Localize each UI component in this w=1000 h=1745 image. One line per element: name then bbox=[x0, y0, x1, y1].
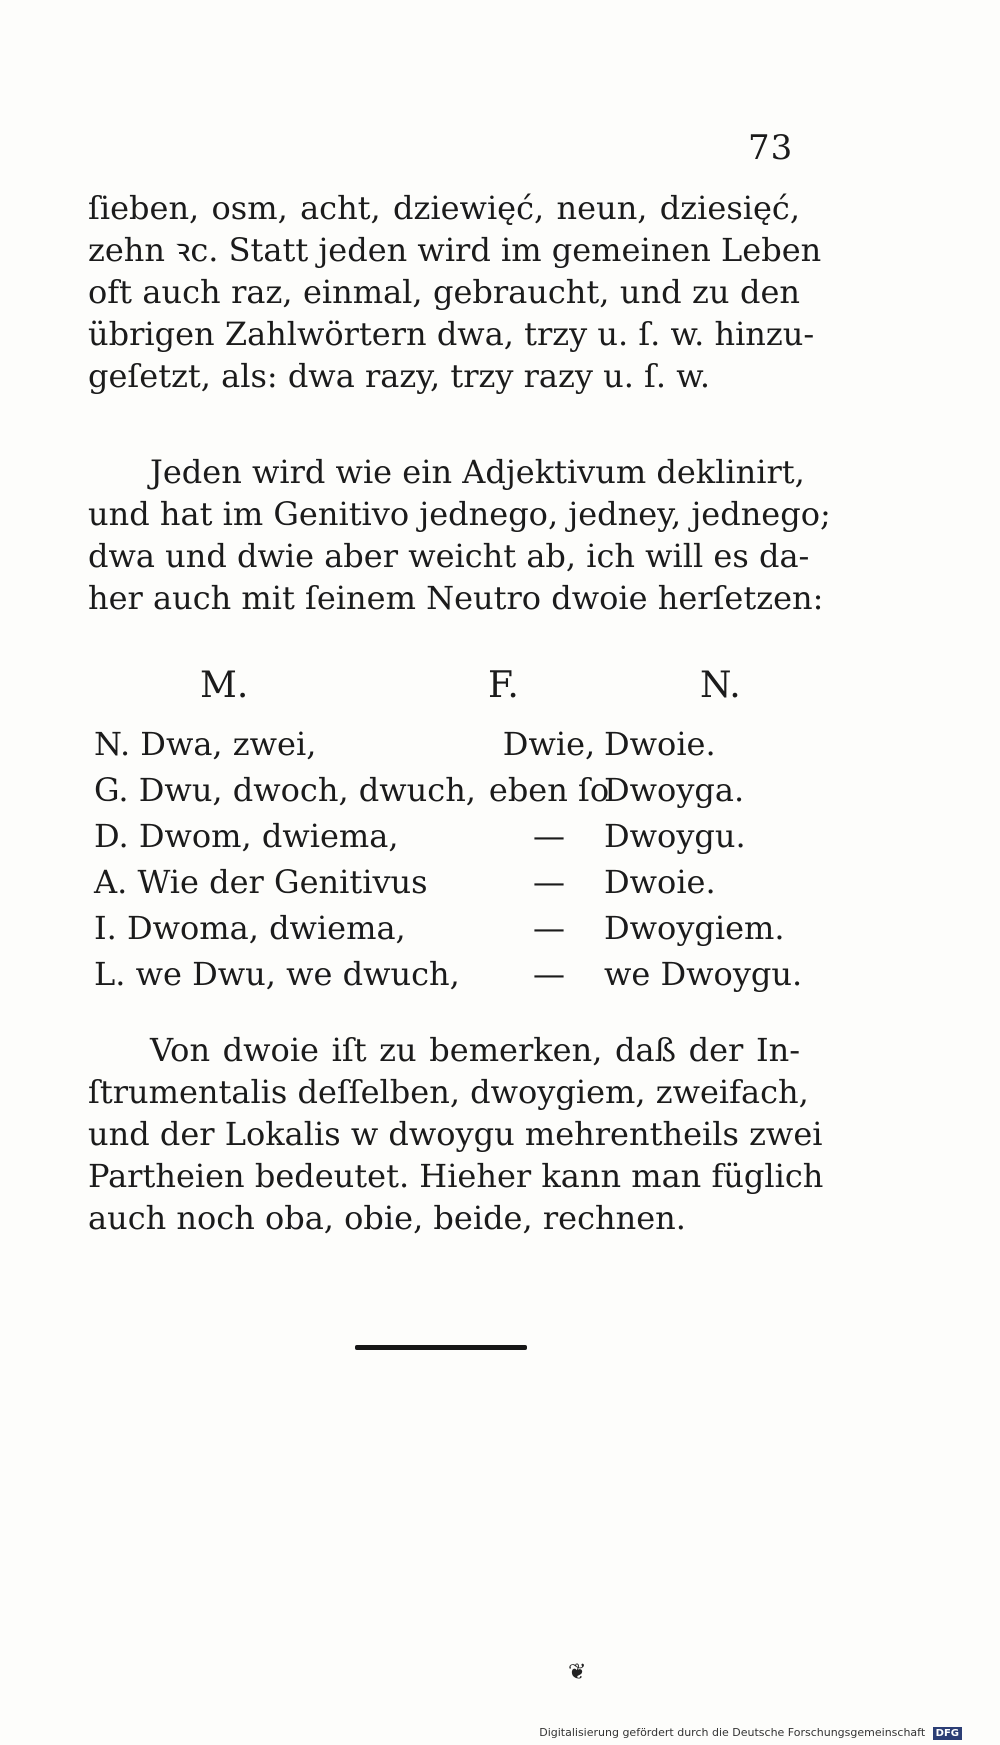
header-masculine: M. bbox=[200, 665, 249, 706]
cell-masculine: I. Dwoma, dwiema, bbox=[94, 909, 406, 947]
text-line: Von dwoie iſt zu bemerken, daß der In- bbox=[150, 1031, 800, 1069]
table-row bbox=[94, 768, 804, 812]
page-number: 73 bbox=[748, 128, 794, 168]
end-rule bbox=[355, 1345, 527, 1350]
dfg-logo: DFG bbox=[933, 1727, 962, 1740]
text-line: und der Lokalis w dwoygu mehrentheils zwei bbox=[88, 1115, 823, 1153]
credit-text: Digitalisierung gefördert durch die Deutsche Forschungsgemeinschaft bbox=[539, 1726, 926, 1739]
printer-ornament-icon: ❦ bbox=[568, 1660, 587, 1685]
text-line: und hat im Genitivo jednego, jedney, jednego; bbox=[88, 495, 831, 533]
text-line: her auch mit ſeinem Neutro dwoie herſetzen: bbox=[88, 579, 824, 617]
text-line: ſtrumentalis deſſelben, dwoygiem, zweifach, bbox=[88, 1073, 809, 1111]
cell-neuter: Dwoie. bbox=[604, 863, 716, 901]
table-row bbox=[94, 814, 804, 858]
text-line: ſieben, osm, acht, dziewięć, neun, dziesięć, bbox=[88, 189, 800, 227]
text-line: oft auch raz, einmal, gebraucht, und zu den bbox=[88, 273, 800, 311]
cell-neuter: Dwoygu. bbox=[604, 817, 746, 855]
cell-feminine: — bbox=[533, 955, 565, 993]
text-line: dwa und dwie aber weicht ab, ich will es da- bbox=[88, 537, 810, 575]
cell-feminine: — bbox=[533, 817, 565, 855]
cell-feminine: — bbox=[533, 863, 565, 901]
cell-feminine: Dwie, bbox=[502, 725, 596, 763]
cell-neuter: we Dwoygu. bbox=[604, 955, 803, 993]
text-line: übrigen Zahlwörtern dwa, trzy u. ſ. w. hinzu- bbox=[88, 315, 815, 353]
cell-neuter: Dwoyga. bbox=[604, 771, 745, 809]
cell-neuter: Dwoygiem. bbox=[604, 909, 785, 947]
cell-feminine: eben ſo bbox=[488, 771, 610, 809]
cell-neuter: Dwoie. bbox=[604, 725, 716, 763]
cell-masculine: D. Dwom, dwiema, bbox=[94, 817, 399, 855]
header-neuter: N. bbox=[700, 665, 741, 706]
header-feminine: F. bbox=[488, 665, 519, 706]
text-line: geſetzt, als: dwa razy, trzy razy u. ſ. w. bbox=[88, 357, 710, 395]
cell-masculine: G. Dwu, dwoch, dwuch, bbox=[94, 771, 476, 809]
table-row bbox=[94, 952, 804, 996]
cell-masculine: L. we Dwu, we dwuch, bbox=[94, 955, 460, 993]
text-line: Partheien bedeutet. Hieher kann man füglich bbox=[88, 1157, 824, 1195]
cell-feminine: — bbox=[533, 909, 565, 947]
cell-masculine: A. Wie der Genitivus bbox=[94, 863, 428, 901]
table-row bbox=[94, 722, 804, 766]
text-line: Jeden wird wie ein Adjektivum deklinirt, bbox=[150, 453, 805, 491]
cell-masculine: N. Dwa, zwei, bbox=[94, 725, 317, 763]
text-line: auch noch oba, obie, beide, rechnen. bbox=[88, 1199, 686, 1237]
table-row bbox=[94, 860, 804, 904]
table-row bbox=[94, 906, 804, 950]
digitization-credit bbox=[539, 1726, 962, 1740]
text-line: zehn ꝛc. Statt jeden wird im gemeinen Leben bbox=[88, 231, 822, 269]
